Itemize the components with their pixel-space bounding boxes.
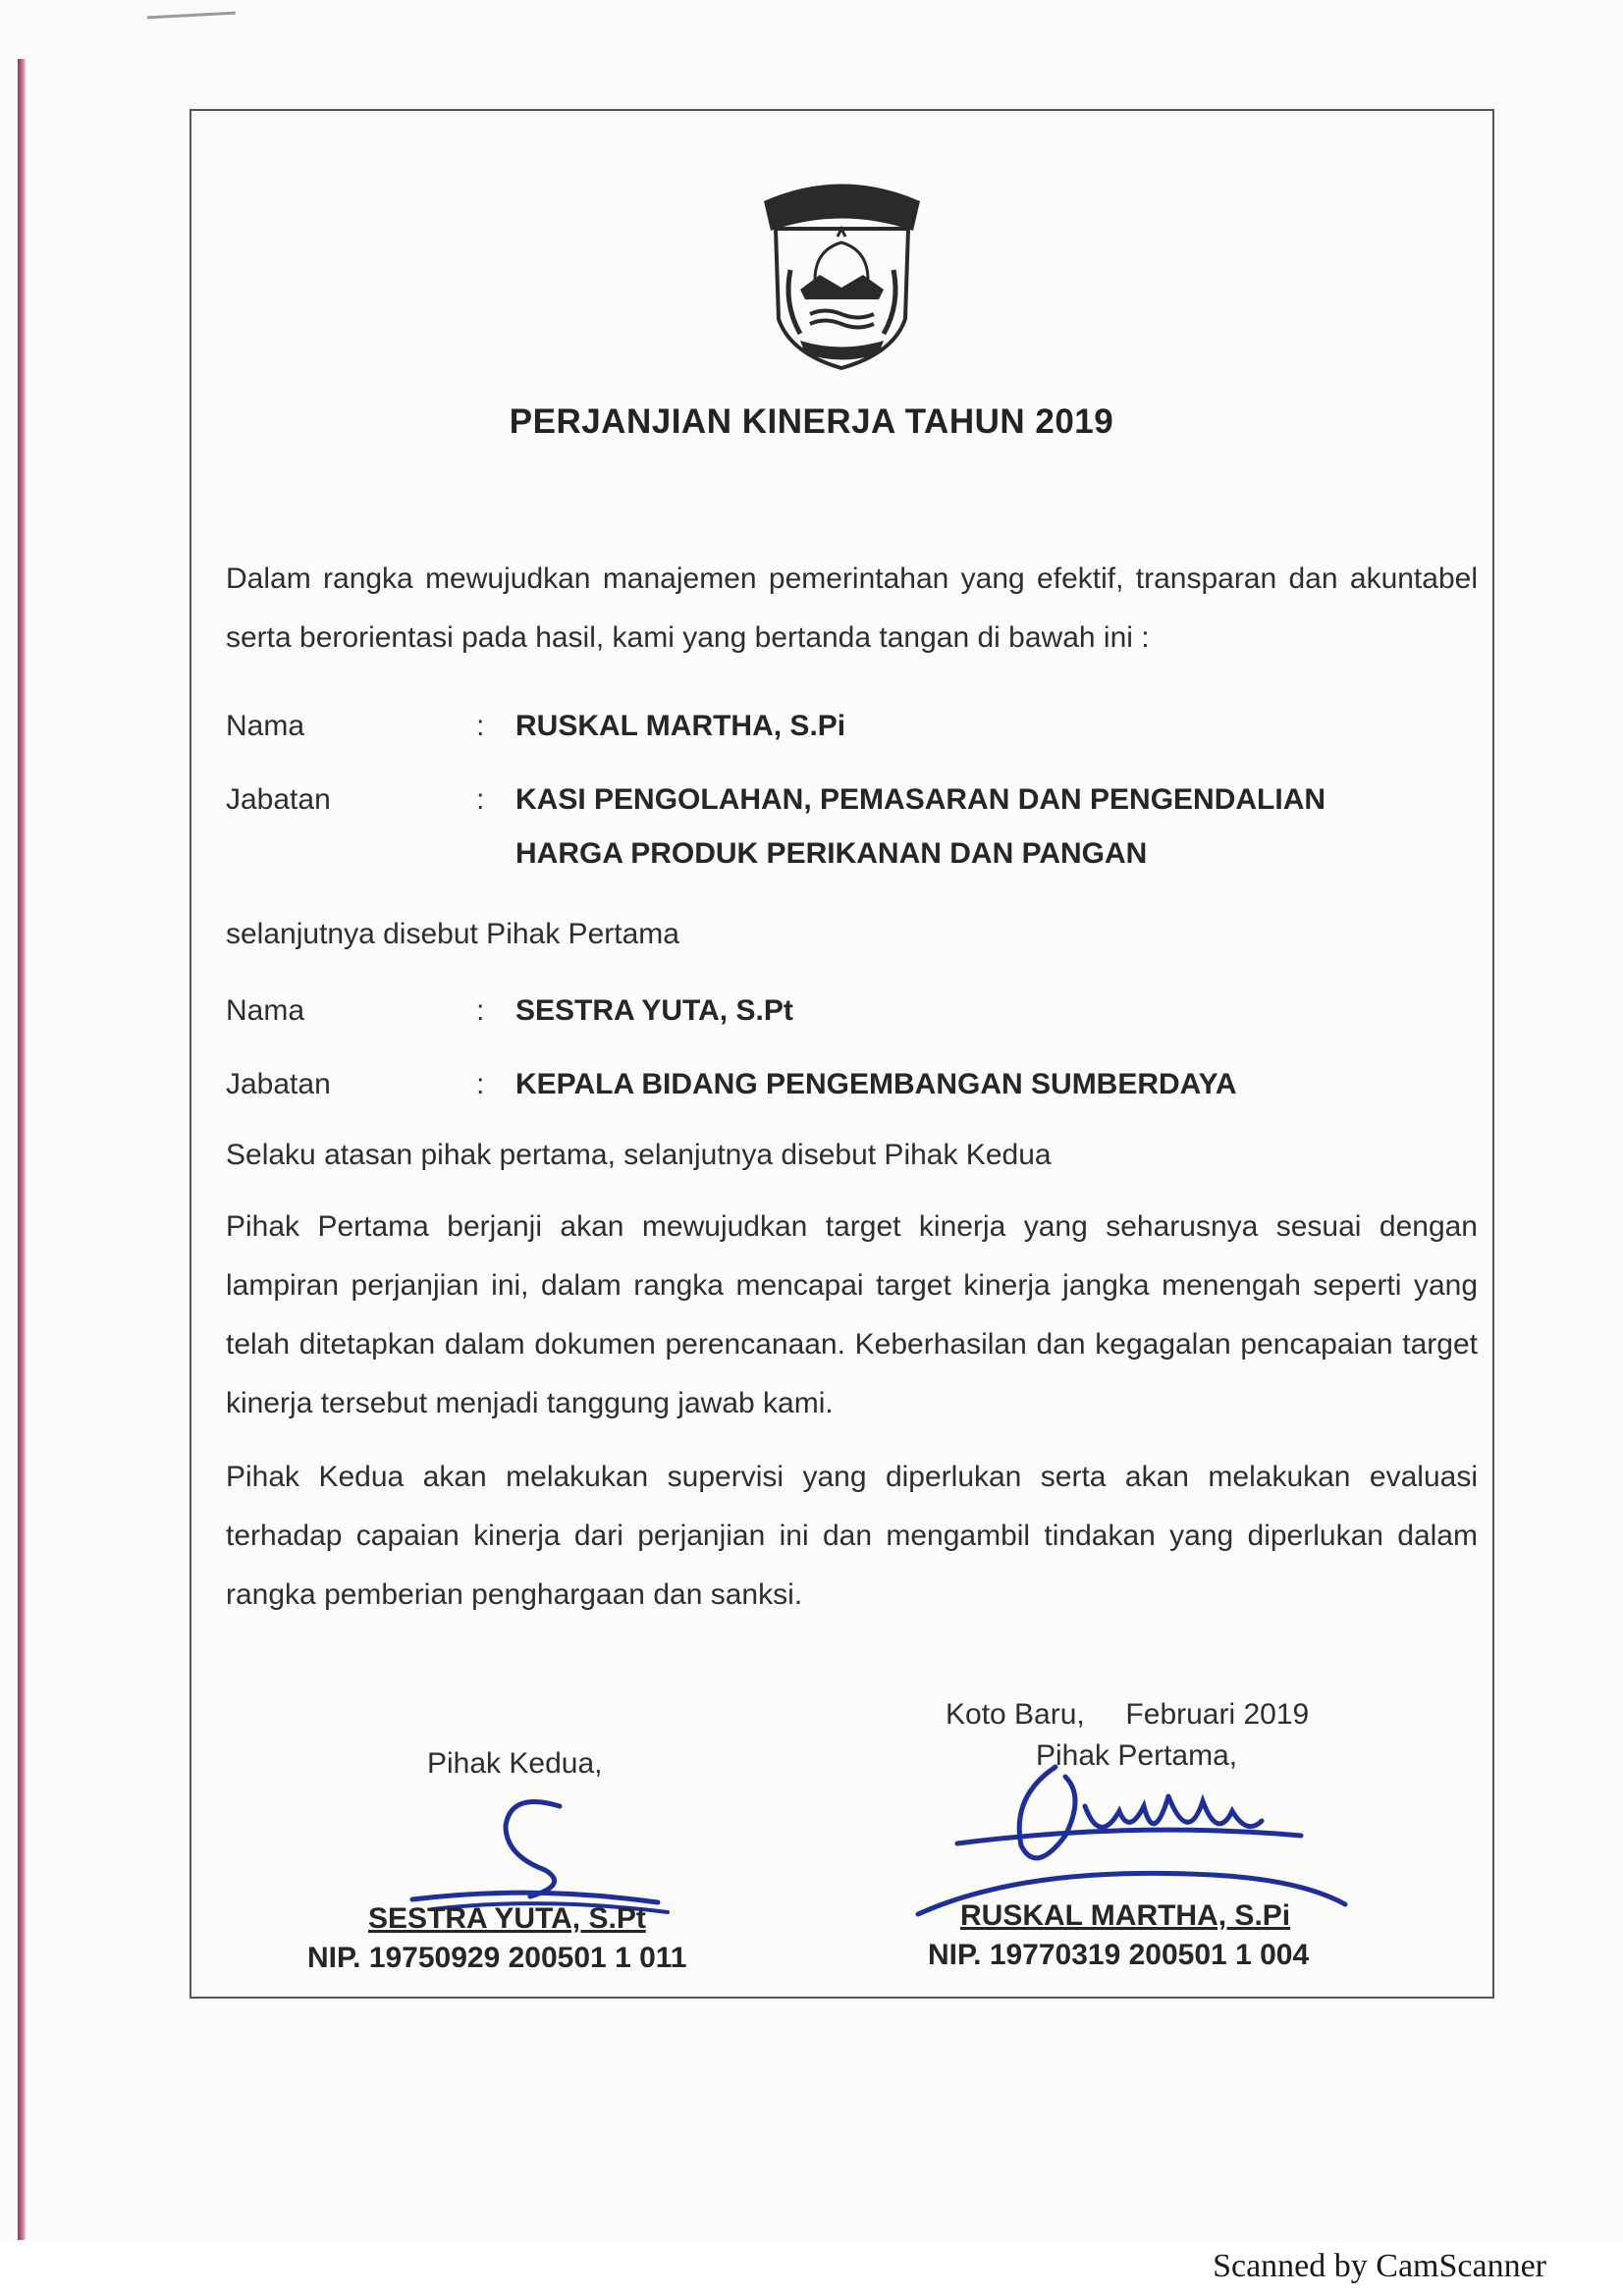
colon: :: [476, 994, 485, 1027]
position-label: Jabatan: [226, 783, 331, 816]
kabupaten-solok-emblem-icon: [756, 172, 928, 378]
second-party-signatory-name: SESTRA YUTA, S.Pt: [368, 1902, 646, 1935]
second-party-role: Pihak Kedua,: [427, 1747, 603, 1780]
colon: :: [476, 1068, 485, 1100]
document-title: PERJANJIAN KINERJA TAHUN 2019: [509, 402, 1114, 441]
second-party-name: SESTRA YUTA, S.Pt: [515, 994, 793, 1027]
first-party-signatory-name: RUSKAL MARTHA, S.Pi: [960, 1899, 1291, 1932]
scanner-watermark: Scanned by CamScanner: [1213, 2248, 1546, 2284]
first-party-role: Pihak Pertama,: [1036, 1739, 1238, 1772]
first-party-position-line2: HARGA PRODUK PERIKANAN DAN PANGAN: [515, 837, 1148, 870]
commitment-paragraph: Pihak Pertama berjanji akan mewujudkan target kinerja yang seharusnya sesuai dengan lampiran perjanjian ini, dalam rangka mencapai target kinerja jangka menengah seperti yang telah ditetapkan dalam dokumen perencanaan. Keberhasilan dan kegagalan pencapaian target kinerja tersebut menjadi tanggung jawab kami.: [226, 1210, 1478, 1419]
intro-paragraph: Dalam rangka mewujudkan manajemen pemerintahan yang efektif, transparan dan akuntabel serta berorientasi pada hasil, kami yang bertanda tangan di bawah ini :: [226, 562, 1478, 654]
first-party-designation: selanjutnya disebut Pihak Pertama: [226, 918, 679, 950]
page-edge-shadow: [18, 59, 26, 2240]
place-date: Koto Baru, Februari 2019: [946, 1698, 1310, 1731]
second-party-position: KEPALA BIDANG PENGEMBANGAN SUMBERDAYA: [515, 1068, 1237, 1100]
supervision-paragraph: Pihak Kedua akan melakukan supervisi yang diperlukan serta akan melakukan evaluasi terhadap capaian kinerja dari perjanjian ini dan mengambil tindakan yang diperlukan dalam rangka pemberian penghargaan dan sanksi.: [226, 1461, 1478, 1611]
first-party-nip: NIP. 19770319 200501 1 004: [928, 1939, 1310, 1971]
first-party-position-line1: KASI PENGOLAHAN, PEMASARAN DAN PENGENDALIAN: [515, 783, 1326, 816]
second-party-designation: Selaku atasan pihak pertama, selanjutnya disebut Pihak Kedua: [226, 1139, 1052, 1171]
colon: :: [476, 710, 485, 742]
second-party-nip: NIP. 19750929 200501 1 011: [307, 1942, 687, 1974]
first-party-name: RUSKAL MARTHA, S.Pi: [515, 710, 846, 742]
name-label: Nama: [226, 994, 305, 1027]
colon: :: [476, 783, 485, 816]
name-label: Nama: [226, 710, 305, 742]
position-label: Jabatan: [226, 1068, 331, 1100]
